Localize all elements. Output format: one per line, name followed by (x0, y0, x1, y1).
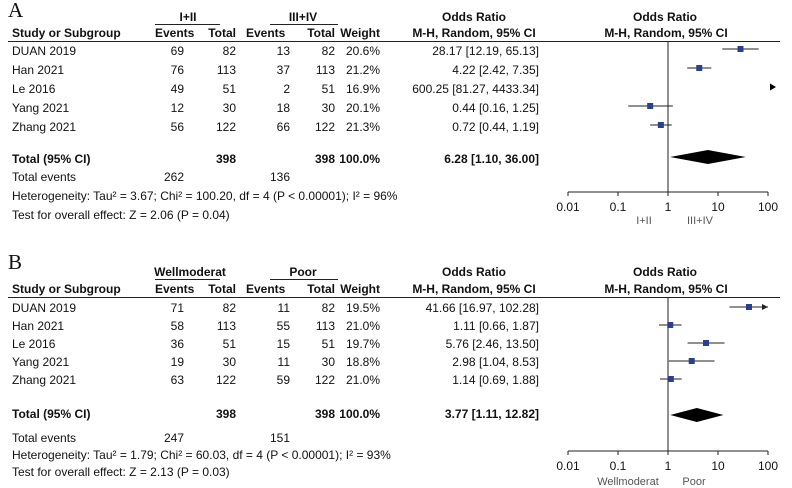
pooled-estimate-diamond (670, 408, 723, 422)
study-name: DUAN 2019 (12, 301, 77, 315)
total2-col-header: Total (307, 26, 335, 40)
x-tick-label: 100 (757, 459, 779, 473)
total1-value: 30 (222, 101, 236, 115)
events1-value: 12 (170, 101, 184, 115)
favours-left-label: Wellmoderat (597, 476, 659, 488)
events1-value: 58 (170, 319, 184, 333)
total2-value: 398 (314, 407, 335, 421)
weight-value: 19.5% (345, 301, 380, 315)
study-name: Han 2021 (12, 63, 65, 77)
events2-value: 11 (277, 355, 290, 369)
total1-value: 113 (216, 319, 236, 333)
point-estimate-marker (737, 46, 743, 52)
point-estimate-marker (667, 322, 673, 328)
events1-col-header: Events (155, 26, 195, 40)
weight-value: 21.2% (345, 63, 380, 77)
study-col-header: Study or Subgroup (12, 26, 121, 40)
group1-header: Wellmoderat (154, 265, 226, 279)
weight-value: 21.0% (345, 373, 380, 387)
total-events1-value: 262 (163, 170, 184, 184)
study-name: Zhang 2021 (12, 120, 77, 134)
x-tick-label: 0.01 (556, 459, 580, 473)
events1-col-header: Events (155, 282, 195, 296)
total1-value: 122 (215, 373, 236, 387)
events2-col-header: Events (246, 282, 286, 296)
forest-panel-b (0, 252, 792, 488)
weight-value: 21.0% (345, 319, 380, 333)
point-estimate-marker (689, 358, 695, 364)
study-name: Zhang 2021 (12, 373, 77, 387)
total1-value: 398 (215, 152, 236, 166)
events2-value: 18 (276, 101, 290, 115)
total2-value: 30 (321, 101, 335, 115)
total1-col-header: Total (208, 26, 236, 40)
weight-value: 20.6% (345, 44, 380, 58)
total2-value: 51 (321, 82, 335, 96)
point-estimate-marker (647, 103, 653, 109)
group2-underline (270, 24, 338, 25)
total-or-ci-value: 3.77 [1.11, 12.82] (444, 407, 539, 421)
study-name: DUAN 2019 (12, 44, 77, 58)
weight-value: 16.9% (345, 82, 380, 96)
events1-value: 19 (170, 355, 184, 369)
study-name: Le 2016 (12, 337, 56, 351)
point-estimate-marker (668, 376, 674, 382)
total-events-label: Total events (12, 431, 77, 445)
total1-value: 82 (222, 301, 236, 315)
panel-label: B (8, 250, 23, 274)
total2-value: 82 (321, 301, 335, 315)
off-scale-arrow (770, 84, 776, 91)
total-events2-value: 136 (269, 170, 290, 184)
or-ci-value: 2.98 [1.04, 8.53] (452, 355, 539, 369)
study-col-header: Study or Subgroup (12, 282, 121, 296)
or-plot-title-header: Odds Ratio (632, 265, 697, 279)
total2-value: 113 (315, 319, 335, 333)
x-tick-label: 0.01 (556, 200, 580, 214)
total-weight-value: 100.0% (339, 407, 380, 421)
weight-value: 20.1% (345, 101, 380, 115)
events1-value: 56 (170, 120, 184, 134)
group2-header: III+IV (288, 10, 318, 24)
or-method-header: M-H, Random, 95% CI (412, 26, 536, 40)
forest-plot (548, 0, 788, 240)
or-ci-value: 1.11 [0.66, 1.87] (453, 319, 539, 333)
total2-value: 30 (321, 355, 335, 369)
total1-value: 51 (222, 337, 236, 351)
favours-left-label: I+II (636, 215, 652, 227)
or-title-header: Odds Ratio (441, 265, 506, 279)
or-plot-method-header: M-H, Random, 95% CI (604, 282, 728, 296)
x-tick-label: 1 (664, 459, 672, 473)
group1-underline (155, 24, 220, 25)
or-ci-value: 28.17 [12.19, 65.13] (432, 44, 539, 58)
events2-value: 55 (276, 319, 290, 333)
x-tick-label: 1 (664, 200, 672, 214)
study-name: Yang 2021 (12, 355, 70, 369)
point-estimate-marker (658, 122, 664, 128)
total-events1-value: 247 (163, 431, 184, 445)
or-ci-value: 1.14 [0.69, 1.88] (452, 373, 539, 387)
or-ci-value: 4.22 [2.42, 7.35] (452, 63, 539, 77)
or-ci-value: 5.76 [2.46, 13.50] (445, 337, 539, 351)
or-plot-title-header: Odds Ratio (632, 10, 697, 24)
total1-value: 122 (215, 120, 236, 134)
or-ci-value: 41.66 [16.97, 102.28] (425, 301, 539, 315)
group1-underline (155, 279, 220, 280)
total2-value: 51 (321, 337, 335, 351)
group2-header: Poor (289, 265, 317, 279)
total-label: Total (95% CI) (12, 407, 91, 421)
events1-value: 69 (170, 44, 184, 58)
pooled-estimate-diamond (670, 150, 746, 164)
events2-value: 2 (283, 82, 290, 96)
events1-value: 49 (170, 82, 184, 96)
total2-value: 122 (314, 373, 335, 387)
study-name: Yang 2021 (12, 101, 70, 115)
heterogeneity-text: Heterogeneity: Tau² = 3.67; Chi² = 100.20, df = 4 (P < 0.00001); I² = 96% (12, 189, 398, 203)
ci-overflow-arrow (762, 304, 768, 310)
total2-value: 122 (314, 120, 335, 134)
events2-value: 11 (277, 301, 290, 315)
total-weight-value: 100.0% (339, 152, 380, 166)
total1-value: 30 (222, 355, 236, 369)
total-or-ci-value: 6.28 [1.10, 36.00] (444, 152, 539, 166)
forest-panel-a (0, 0, 792, 240)
x-tick-label: 0.1 (609, 200, 627, 214)
events2-value: 13 (276, 44, 290, 58)
events2-value: 59 (276, 373, 290, 387)
point-estimate-marker (703, 340, 709, 346)
total-events-label: Total events (12, 170, 77, 184)
total2-value: 82 (321, 44, 335, 58)
panel-label: A (8, 0, 24, 22)
heterogeneity-text: Heterogeneity: Tau² = 1.79; Chi² = 60.03, df = 4 (P < 0.00001); I² = 93% (12, 448, 391, 462)
total1-col-header: Total (208, 282, 236, 296)
study-name: Le 2016 (12, 82, 56, 96)
total2-value: 113 (315, 63, 335, 77)
events1-value: 63 (170, 373, 184, 387)
events1-value: 76 (170, 63, 184, 77)
total1-value: 51 (222, 82, 236, 96)
events2-value: 66 (276, 120, 290, 134)
or-ci-value: 600.25 [81.27, 4433.34] (412, 82, 539, 96)
or-plot-method-header: M-H, Random, 95% CI (604, 26, 728, 40)
favours-right-label: Poor (682, 476, 706, 488)
total2-col-header: Total (307, 282, 335, 296)
events2-col-header: Events (246, 26, 286, 40)
point-estimate-marker (746, 304, 752, 310)
weight-col-header: Weight (340, 282, 380, 296)
total-label: Total (95% CI) (12, 152, 91, 166)
or-ci-value: 0.44 [0.16, 1.25] (452, 101, 539, 115)
x-tick-label: 10 (711, 459, 725, 473)
x-tick-label: 100 (757, 200, 779, 214)
or-method-header: M-H, Random, 95% CI (412, 282, 536, 296)
or-ci-value: 0.72 [0.44, 1.19] (452, 120, 539, 134)
group1-header: I+II (179, 10, 197, 24)
weight-col-header: Weight (340, 26, 380, 40)
or-title-header: Odds Ratio (441, 10, 506, 24)
total1-value: 82 (222, 44, 236, 58)
group2-underline (270, 279, 338, 280)
overall-effect-text: Test for overall effect: Z = 2.06 (P = 0.04) (12, 208, 230, 222)
total-events2-value: 151 (269, 431, 290, 445)
study-name: Han 2021 (12, 319, 65, 333)
events1-value: 71 (170, 301, 184, 315)
events2-value: 15 (276, 337, 290, 351)
x-tick-label: 0.1 (609, 459, 627, 473)
total1-value: 113 (216, 63, 236, 77)
weight-value: 19.7% (345, 337, 380, 351)
forest-plot (548, 252, 788, 488)
events1-value: 36 (170, 337, 184, 351)
favours-right-label: III+IV (687, 215, 713, 227)
point-estimate-marker (696, 65, 702, 71)
events2-value: 37 (276, 63, 290, 77)
total1-value: 398 (215, 407, 236, 421)
total2-value: 398 (314, 152, 335, 166)
weight-value: 21.3% (345, 120, 380, 134)
weight-value: 18.8% (345, 355, 380, 369)
x-tick-label: 10 (711, 200, 725, 214)
overall-effect-text: Test for overall effect: Z = 2.13 (P = 0.03) (12, 465, 230, 479)
